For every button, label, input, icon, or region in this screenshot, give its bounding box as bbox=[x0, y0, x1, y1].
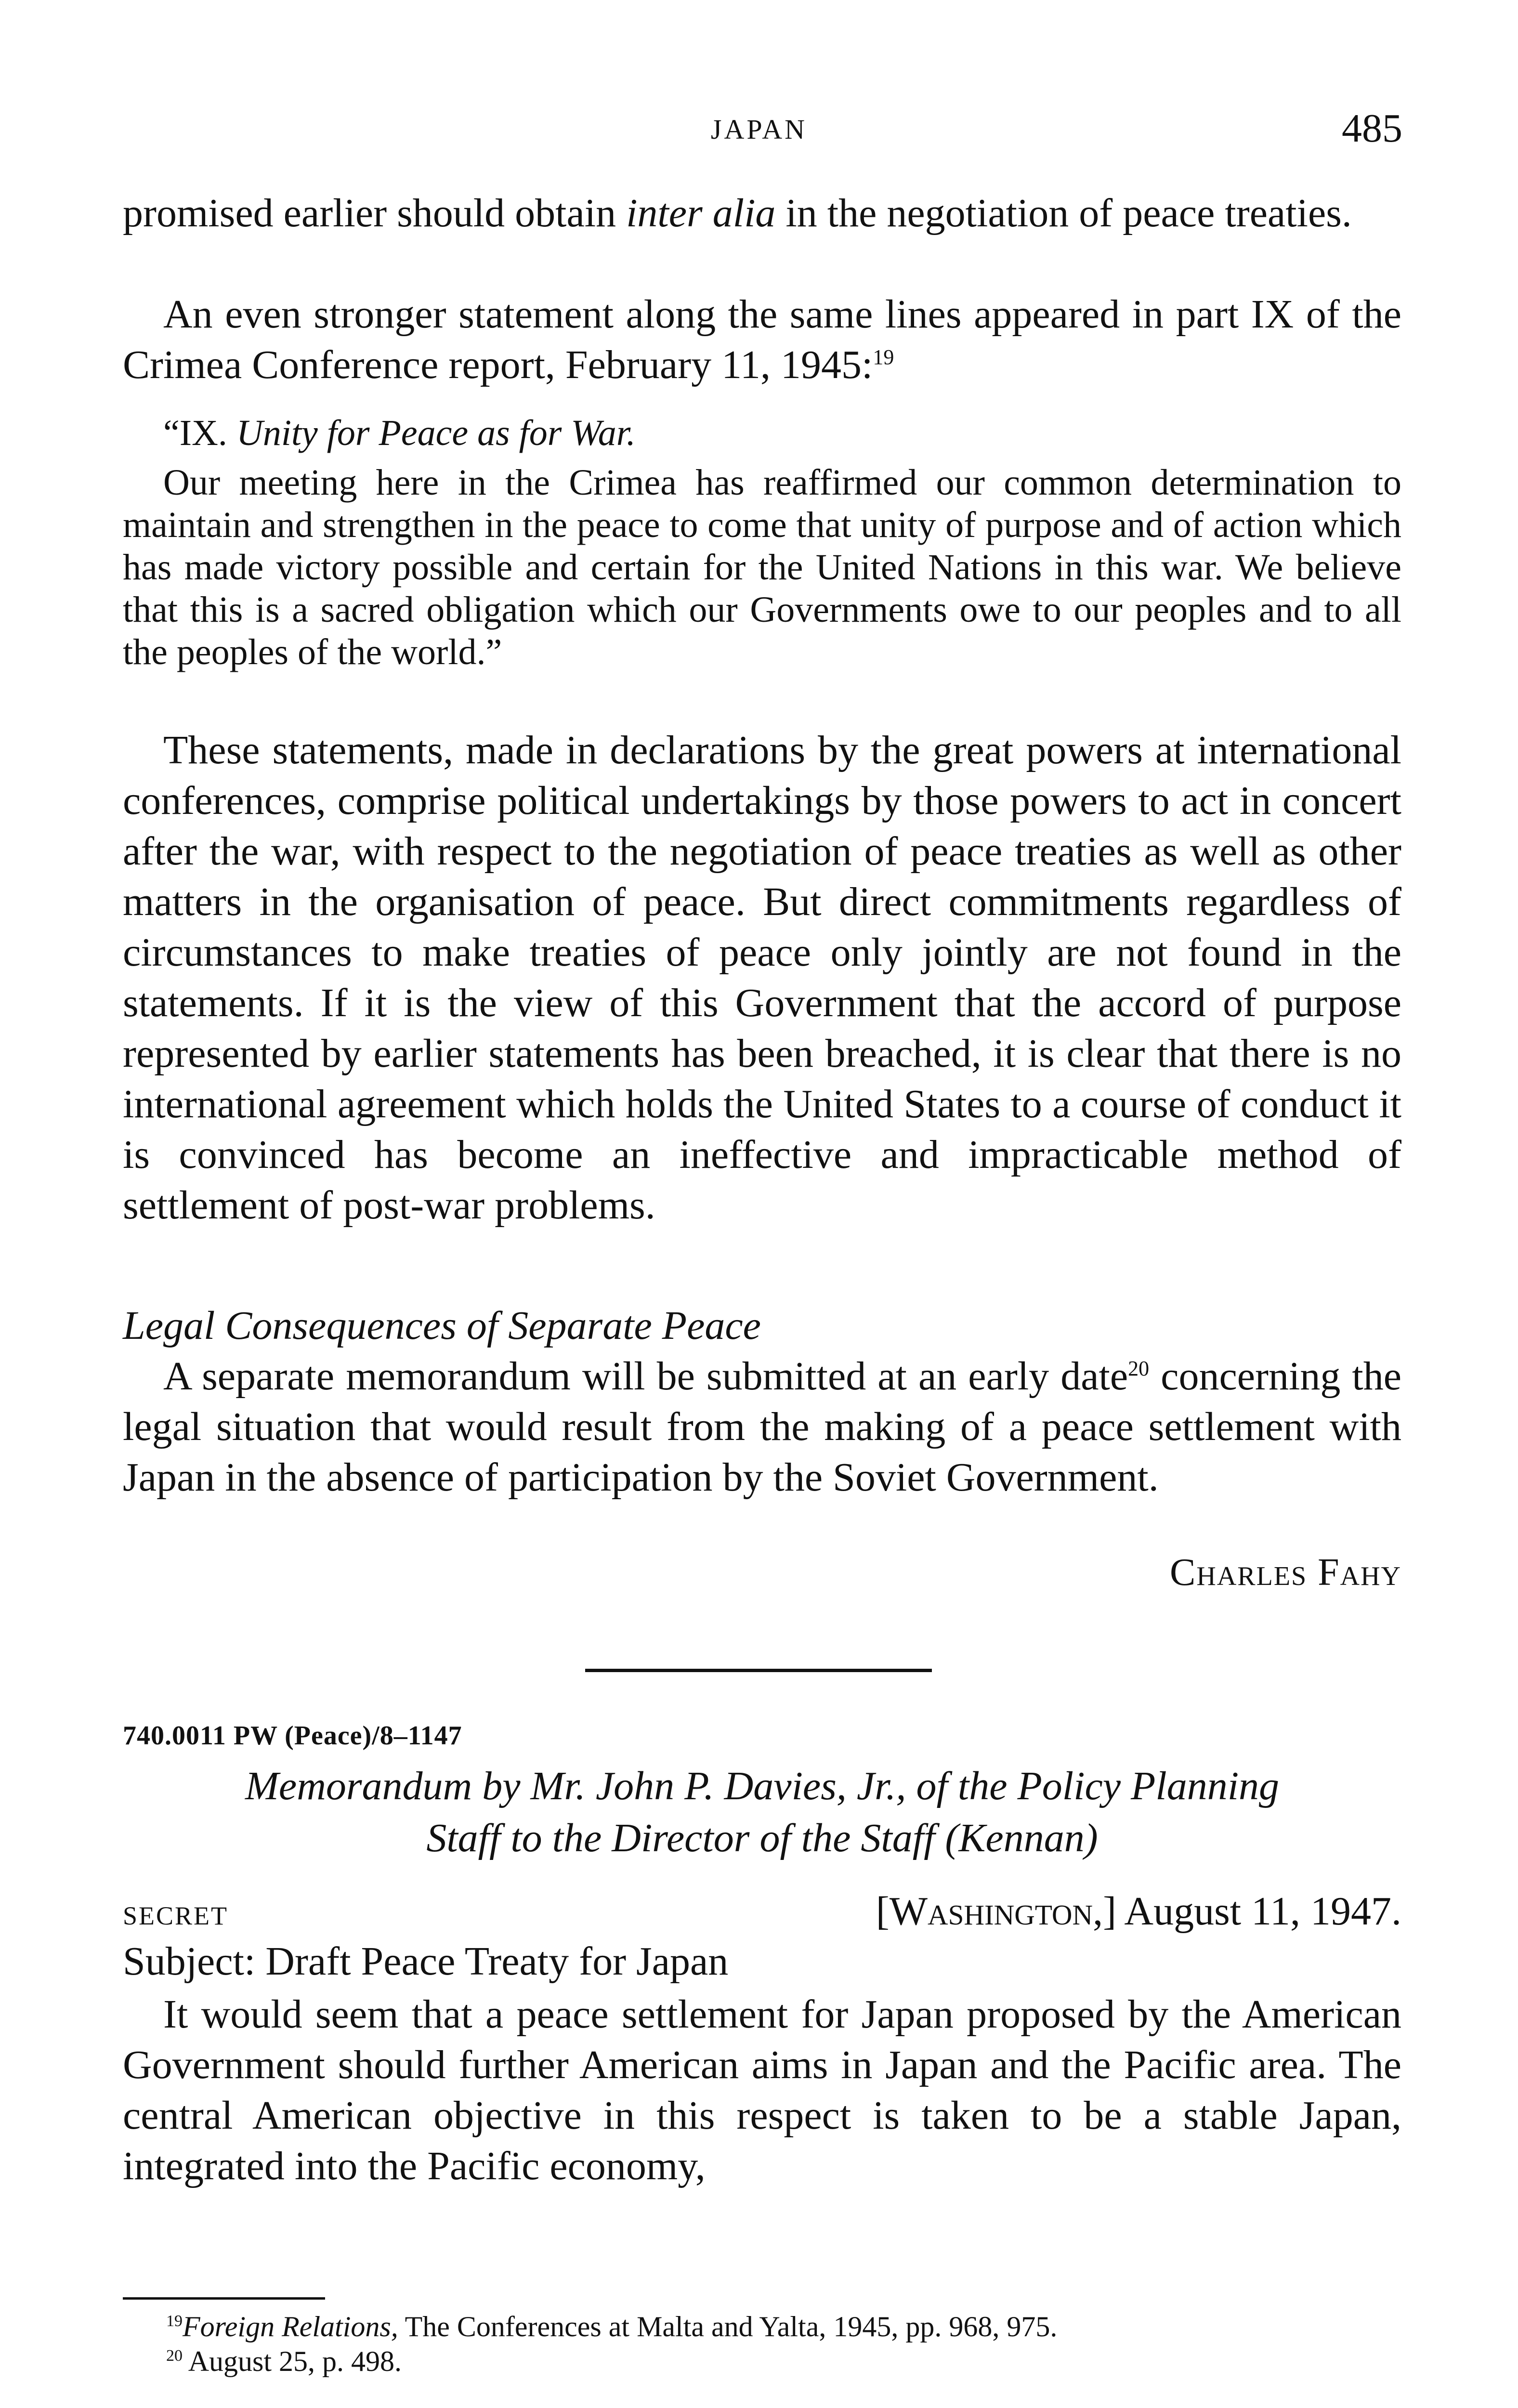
quote-body: Our meeting here in the Crimea has reaffirmed our common determination to maintain and strengthen in the peace to come that unity of purpose and of action which has made victory possible and certain for the United Nations in this war. We believe that this is a sacred obligation which our Governments owe to our peoples and to all the peoples of the world.” bbox=[123, 462, 1401, 672]
paragraph-statements: These statements, made in declarations by the great powers at international conferences, comprise political undertakings by those powers to act in concert after the war, with respect to the negotiation of peace treaties as well as other matters in the organisation of peace. But direct commitments regardless of circumstances to make treaties of peace only jointly are not found in the statements. If it is the view of this Government that the accord of purpose represented by earlier statements has been breached, it is clear that there is no international agreement which holds the United States to a course of conduct it is convinced has become an ineffective and impracticable method of settlement of post-war problems. bbox=[123, 728, 1401, 1228]
place-date: [Washington,] August 11, 1947. bbox=[876, 1889, 1401, 1934]
section-heading: Legal Consequences of Separate Peace bbox=[123, 1303, 761, 1348]
memorandum-body: It would seem that a peace settlement for Japan proposed by the American Government should further American aims in Japan and the Pacific area. The central American objective in this respect is taken to be a stable Japan, integrated into the Pacific economy, bbox=[123, 1992, 1401, 2188]
classification-label: SECRET bbox=[123, 1901, 229, 1930]
footnote-ref-19: 19 bbox=[873, 345, 894, 369]
latin-phrase: inter alia bbox=[626, 191, 776, 236]
footnotes bbox=[166, 2309, 1401, 2379]
page-number: 485 bbox=[1342, 106, 1402, 151]
footnote-ref-20: 20 bbox=[1128, 1357, 1150, 1380]
document-title: Memorandum by Mr. John P. Davies, Jr., of the Policy Planning Staff to the Director of the Staff (Kennan) bbox=[245, 1764, 1280, 1860]
signature: Charles Fahy bbox=[1170, 1551, 1401, 1594]
dateline-row bbox=[123, 1888, 1401, 1935]
paragraph-crimea-intro: An even stronger statement along the same lines appeared in part IX of the Crimea Conference report, February 11, 1945:$^{19}$ bbox=[123, 292, 1401, 387]
running-header: JAPAN bbox=[710, 114, 808, 145]
section-divider bbox=[585, 1669, 932, 1672]
file-reference: 740.0011 PW (Peace)/8–1147 bbox=[123, 1721, 462, 1751]
footnote-20: $^{20}$ August 25, p. 498. bbox=[166, 2345, 402, 2377]
quote-heading: “IX. Unity for Peace as for War. bbox=[163, 413, 636, 453]
footnote-divider bbox=[123, 2297, 325, 2300]
paragraph-continued: promised earlier should obtain inter alia in the negotiation of peace treaties. bbox=[123, 191, 1352, 236]
subject-line: Subject: Draft Peace Treaty for Japan bbox=[123, 1939, 729, 1984]
paragraph-separate-memorandum: A separate memorandum will be submitted at an early date$^{20}$ concerning the legal situation that would result from the making of a peace settlement with Japan in the absence of participation by the Soviet Government. bbox=[123, 1354, 1402, 1500]
footnote-19: $^{19}$Foreign Relations, The Conferences at Malta and Yalta, 1945, pp. 968, 975. bbox=[166, 2311, 1058, 2343]
